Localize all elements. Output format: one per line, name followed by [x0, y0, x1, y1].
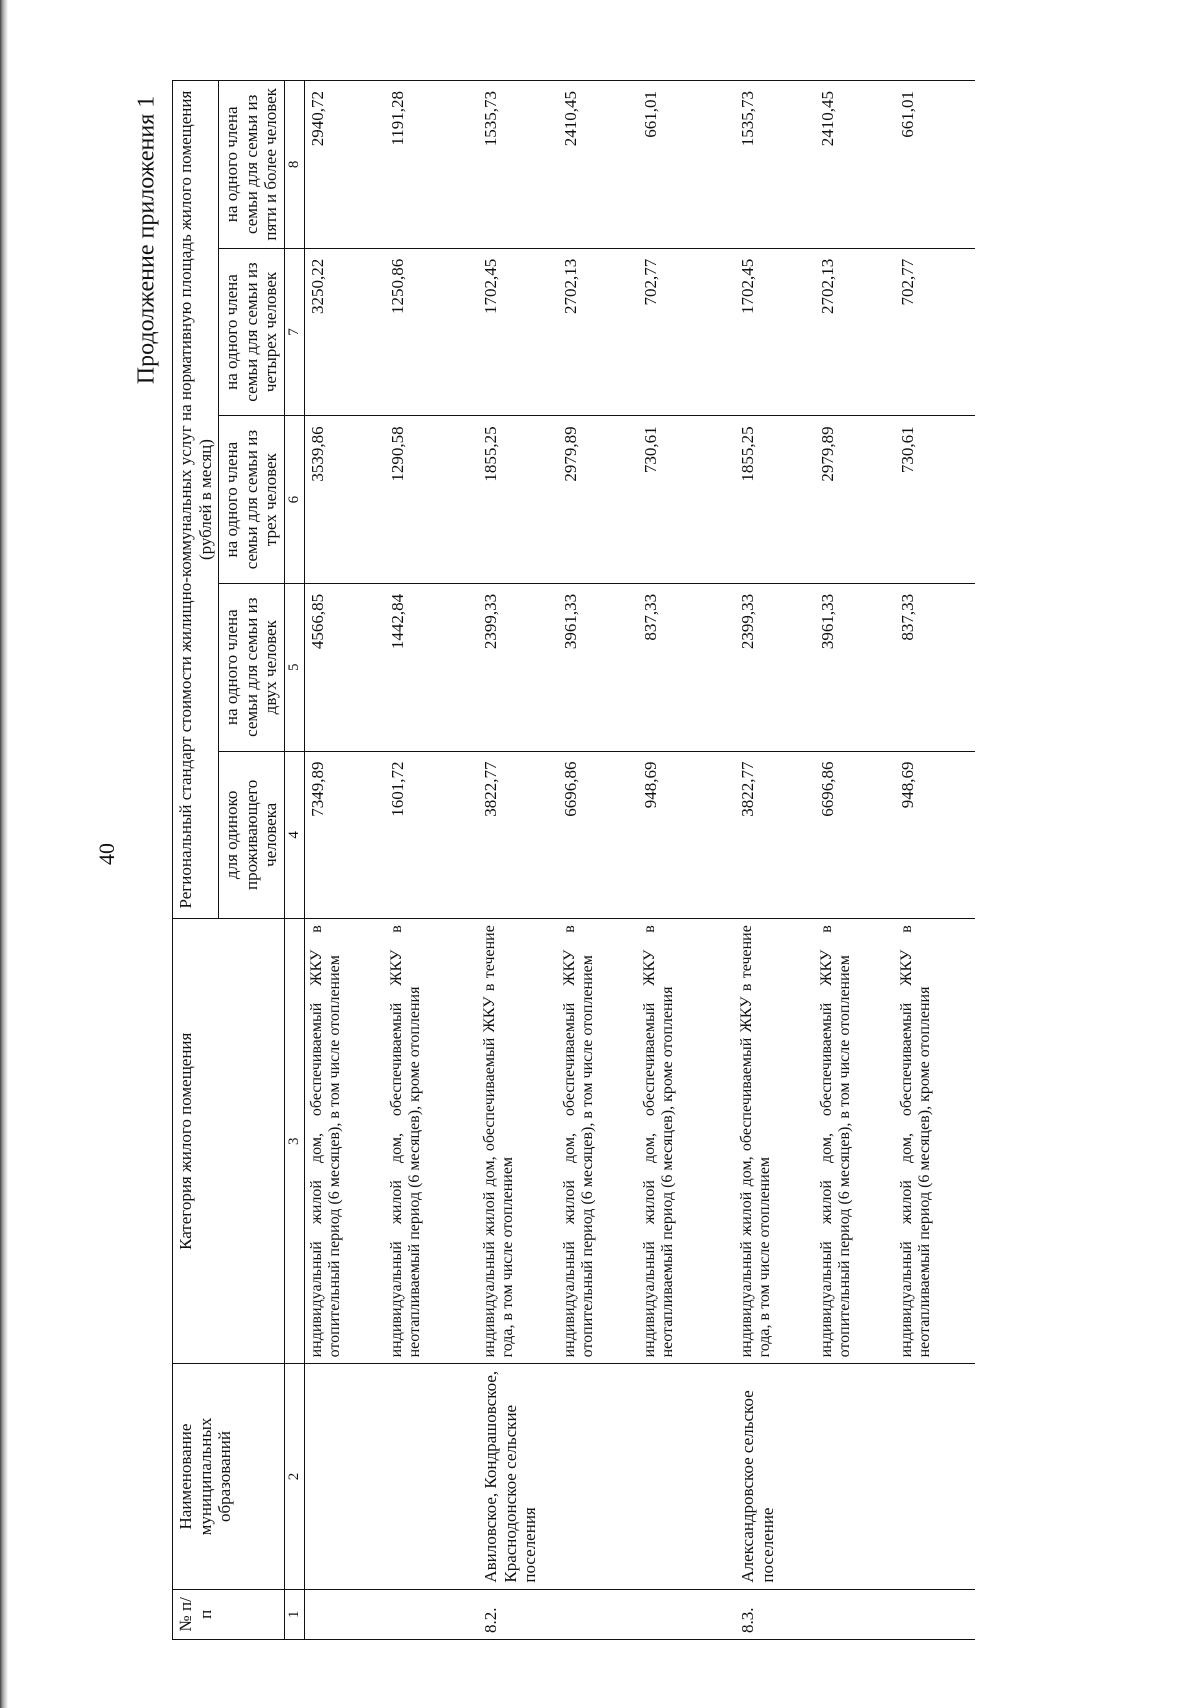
row-category: индивидуальный жилой дом, обеспечиваемый ЖКУ в неотапливаемый период (6 месяцев), кроме отопления [385, 919, 465, 1364]
header-standard-group: Региональный стандарт стоимости жилищно-коммунальных услуг на нормативную площадь жилого помещения (рублей в месяц) [173, 81, 219, 919]
value-single: 6696,86 [558, 751, 638, 919]
value-three: 1290,58 [385, 416, 465, 584]
header-two: на одного члена семьи для семьи из двух человек [219, 583, 285, 751]
value-four: 1250,86 [385, 248, 465, 416]
table-row [385, 81, 465, 1640]
value-five-plus: 661,01 [638, 81, 718, 249]
column-index: 2 [284, 1364, 304, 1589]
scan-edge [0, 0, 8, 1708]
column-index: 3 [284, 919, 304, 1364]
value-four: 702,77 [638, 248, 718, 416]
value-three: 3539,86 [304, 416, 385, 584]
value-two: 3961,33 [815, 583, 895, 751]
row-municipality [304, 1364, 385, 1589]
row-municipality [558, 1364, 638, 1589]
value-four: 1702,45 [465, 248, 558, 416]
row-municipality [815, 1364, 895, 1589]
row-municipality: Авиловское, Кондрашовское, Краснодонское сельские поселения [465, 1364, 558, 1589]
value-four: 2702,13 [815, 248, 895, 416]
value-five-plus: 661,01 [895, 81, 975, 249]
row-municipality [385, 1364, 465, 1589]
table-row [895, 81, 975, 1640]
row-municipality [895, 1364, 975, 1589]
value-single: 3822,77 [718, 751, 815, 919]
page-number: 40 [94, 843, 119, 865]
header-num: № п/п [173, 1589, 285, 1639]
value-two: 1442,84 [385, 583, 465, 751]
row-num [558, 1589, 638, 1639]
column-index: 6 [284, 416, 304, 584]
row-num [815, 1589, 895, 1639]
table-row [304, 81, 385, 1640]
row-num [638, 1589, 718, 1639]
column-index: 1 [284, 1589, 304, 1639]
table-row [558, 81, 638, 1640]
row-category: индивидуальный жилой дом, обеспечиваемый ЖКУ в отопительный период (6 месяцев), в том числе отоплением [304, 919, 385, 1364]
header-category: Категория жилого помещения [173, 919, 285, 1364]
value-two: 2399,33 [718, 583, 815, 751]
column-index: 5 [284, 583, 304, 751]
table-row [638, 81, 718, 1640]
header-single: для одиноко проживающего человека [219, 751, 285, 919]
value-two: 3961,33 [558, 583, 638, 751]
row-municipality: Александровское сельское поселение [718, 1364, 815, 1589]
column-index: 8 [284, 81, 304, 249]
value-three: 2979,89 [815, 416, 895, 584]
value-three: 1855,25 [465, 416, 558, 584]
value-single: 1601,72 [385, 751, 465, 919]
value-five-plus: 1535,73 [718, 81, 815, 249]
row-category: индивидуальный жилой дом, обеспечиваемый ЖКУ в течение года, в том числе отоплением [465, 919, 558, 1364]
row-num: 8.3. [718, 1589, 815, 1639]
value-two: 4566,85 [304, 583, 385, 751]
tariff-table-container [172, 80, 1092, 1640]
value-five-plus: 2410,45 [815, 81, 895, 249]
value-four: 1702,45 [718, 248, 815, 416]
value-single: 6696,86 [815, 751, 895, 919]
row-num: 8.2. [465, 1589, 558, 1639]
value-four: 702,77 [895, 248, 975, 416]
column-index-row [284, 81, 304, 1640]
value-three: 2979,89 [558, 416, 638, 584]
header-four: на одного члена семьи для семьи из четырех человек [219, 248, 285, 416]
page-caption: Продолжение приложения 1 [133, 95, 160, 385]
value-three: 730,61 [895, 416, 975, 584]
row-num [895, 1589, 975, 1639]
header-three: на одного члена семьи для семьи из трех человек [219, 416, 285, 584]
value-four: 3250,22 [304, 248, 385, 416]
value-five-plus: 1535,73 [465, 81, 558, 249]
value-five-plus: 1191,28 [385, 81, 465, 249]
value-three: 1855,25 [718, 416, 815, 584]
row-category: индивидуальный жилой дом, обеспечиваемый ЖКУ в неотапливаемый период (6 месяцев), кроме отопления [895, 919, 975, 1364]
value-single: 948,69 [895, 751, 975, 919]
value-single: 3822,77 [465, 751, 558, 919]
header-five-plus: на одного члена семьи для семьи из пяти и более человек [219, 81, 285, 249]
value-two: 2399,33 [465, 583, 558, 751]
row-category: индивидуальный жилой дом, обеспечиваемый ЖКУ в неотапливаемый период (6 месяцев), кроме отопления [638, 919, 718, 1364]
header-row-1 [173, 81, 219, 1640]
table-row [718, 81, 815, 1640]
table-row [465, 81, 558, 1640]
value-two: 837,33 [638, 583, 718, 751]
column-index: 4 [284, 751, 304, 919]
row-num [385, 1589, 465, 1639]
value-single: 948,69 [638, 751, 718, 919]
value-five-plus: 2410,45 [558, 81, 638, 249]
row-category: индивидуальный жилой дом, обеспечиваемый ЖКУ в течение года, в том числе отоплением [718, 919, 815, 1364]
row-municipality [638, 1364, 718, 1589]
column-index: 7 [284, 248, 304, 416]
value-single: 7349,89 [304, 751, 385, 919]
value-three: 730,61 [638, 416, 718, 584]
tariff-table [172, 80, 975, 1640]
row-num [304, 1589, 385, 1639]
table-row [815, 81, 895, 1640]
value-five-plus: 2940,72 [304, 81, 385, 249]
value-two: 837,33 [895, 583, 975, 751]
header-municipality: Наименование муниципальных образований [173, 1364, 285, 1589]
row-category: индивидуальный жилой дом, обеспечиваемый ЖКУ в отопительный период (6 месяцев), в том числе отоплением [558, 919, 638, 1364]
row-category: индивидуальный жилой дом, обеспечиваемый ЖКУ в отопительный период (6 месяцев), в том числе отоплением [815, 919, 895, 1364]
value-four: 2702,13 [558, 248, 638, 416]
